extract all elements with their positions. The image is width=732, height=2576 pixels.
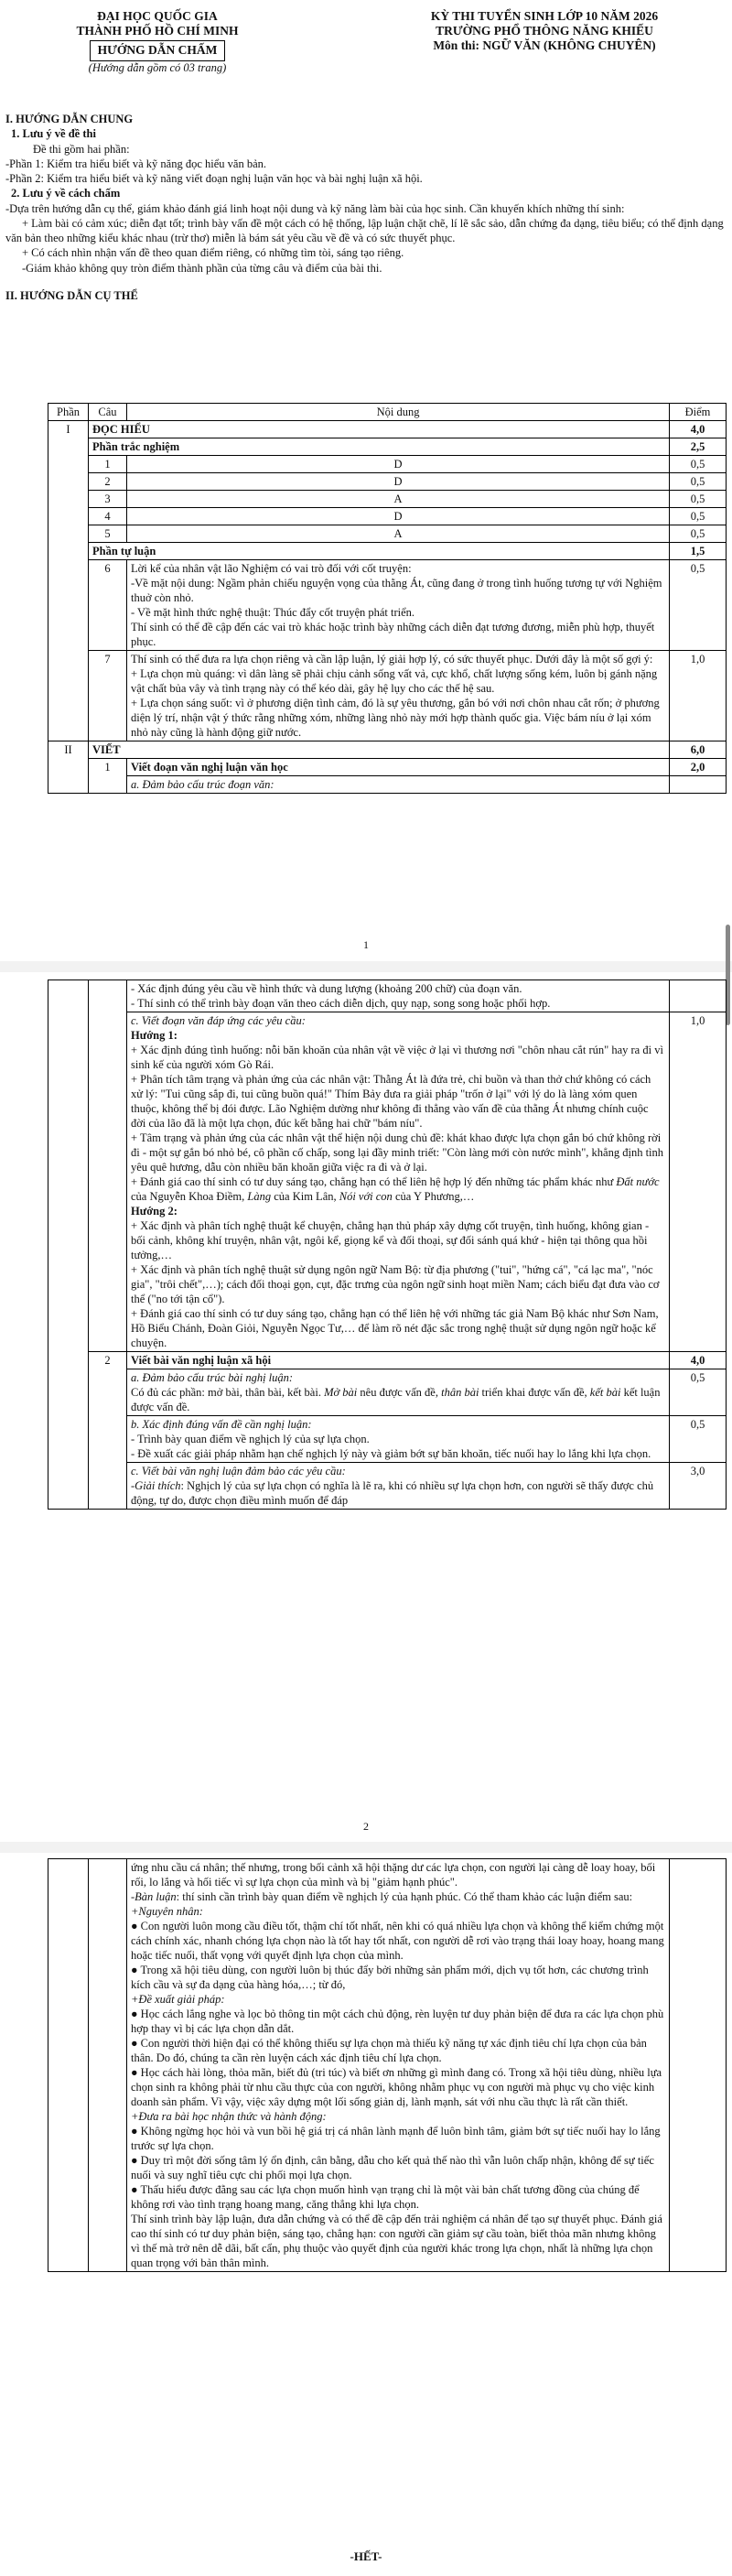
exam-note-line: -Phần 2: Kiểm tra hiểu biết và kỹ năng viết đoạn nghị luận văn học và bài nghị luận xã hội.	[5, 172, 423, 185]
answer-line: + Phân tích tâm trạng và phản ứng của các nhân vật: Thằng Át là đứa trẻ, chỉ buồn và than thở chứ không có cách xử lý: "Tui cũng sắp đi, tui cũng buồn quá!" Thím Bảy đưa ra giải pháp "trốn ở lại" với lý do là làng xóm quen thuộc, không thể bị đói được. Lão Nghiệm dường như không đi thẳng vào vấn đề của thằng Át nhưng chính cuộc đời của lão đã là một lựa chọn, đúc kết bằng hai chữ "bám níu".	[131, 1073, 651, 1130]
section-title-specific: II. HƯỚNG DẪN CỤ THỂ	[5, 288, 138, 302]
answer-line	[131, 1174, 665, 1204]
score-cell: 2,0	[670, 759, 727, 776]
grading-note-line: + Làm bài có cảm xúc; diễn đạt tốt; trình bày vấn đề một cách có hệ thống, lập luận chặt chẽ, lí lẽ sắc sảo, dẫn chứng đa dạng, tiêu biểu; có thể định dạng văn bản theo những kiểu khác nhau (trừ thơ) miễn là bám sát yêu cầu về đề và có sức thuyết phục.	[5, 216, 724, 244]
mcq-title: Phần trắc nghiệm	[89, 438, 670, 456]
bullet-point: ● Học cách hài lòng, thỏa mãn, biết đủ (tri túc) và biết ơn những gì mình đang có. Trong xã hội tiêu dùng, nhiều lựa chọn sinh ra không phải từ nhu cầu thực của con người, không nhằm phục vụ con người mà phục vụ cho việc kinh doanh sản phẩm. Vì vậy, việc xây dựng một lối sống giản dị, lành mạnh, sát với nhu cầu thực là rất cần thiết.	[131, 2066, 662, 2108]
score-cell	[670, 776, 727, 794]
writing-task-title: Viết đoạn văn nghị luận văn học	[127, 759, 670, 776]
bullet-point: ● Duy trì một đời sống tâm lý ổn định, cân bằng, dẫu cho kết quả thế nào thì vẫn luôn chấp nhận, không để sự tiếc nuối và suy nghĩ tiêu cực chi phối mọi lựa chọn.	[131, 2154, 654, 2181]
score-cell: 0,5	[670, 491, 727, 508]
score-cell: 1,0	[670, 1012, 727, 1352]
answer-line: - Đề xuất các giải pháp nhằm hạn chế nghịch lý này và giảm bớt sự băn khoăn, tiếc nuối hay lo lắng khi lựa chọn.	[131, 1447, 651, 1460]
text-run: Có đủ các phần: mở bài, thân bài, kết bài.	[131, 1386, 325, 1399]
answer-line: - Về mặt hình thức nghệ thuật: Thúc đẩy cốt truyện phát triển.	[131, 606, 415, 619]
answer-line	[131, 1889, 665, 1904]
score-cell: 3,0	[670, 1463, 727, 1510]
answer-cell: D	[127, 508, 670, 525]
score-cell: 1,0	[670, 651, 727, 741]
text-run: nêu được vấn đề,	[357, 1386, 442, 1399]
answer-cell: D	[127, 473, 670, 491]
question-cell	[89, 1859, 127, 2272]
page-separator	[0, 1842, 732, 1853]
bullet-point: ● Không ngừng học hỏi và vun bồi hệ giá trị cá nhân lành mạnh để luôn bình tâm, giảm bớt sự tiếc nuối hay lo lắng trước sự lựa chọn.	[131, 2125, 661, 2152]
answer-cell: A	[127, 491, 670, 508]
end-marker: -HẾT-	[350, 2549, 382, 2563]
mcq-score: 2,5	[670, 438, 727, 456]
university-line2: THÀNH PHỐ HỒ CHÍ MINH	[76, 24, 239, 38]
table-row	[48, 759, 727, 776]
answer-line: + Đánh giá cao thí sinh có tư duy sáng tạo, chẳng hạn có thể liên hệ với những tác giả Nam Bộ khác như Sơn Nam, Hồ Biểu Chánh, Đoàn Giỏi, Nguyễn Ngọc Tư,… để làm rõ nét đặc sắc trong nghệ thuật sử dụng ngôn ngữ hoặc kể chuyện.	[131, 1307, 659, 1349]
score-cell: 0,5	[670, 525, 727, 543]
subsection-grading-note: 2. Lưu ý về cách chấm	[11, 187, 121, 200]
col-header-score: Điểm	[670, 404, 727, 421]
answer-line: + Tâm trạng và phản ứng của các nhân vật thể hiện nội dung chủ đề: khát khao được lựa chọn gắn bó chứ không rời đi - một sự gắn bó nhỏ bé, cô phần cố chấp, song lại đầy minh triết: "Còn làng mới còn nước mình", khẳng định tình yêu quê hương, dẫu còn nhiều băn khoăn giữa việc ra đi và ở lại.	[131, 1131, 664, 1174]
subsection-exam-note: 1. Lưu ý về đề thi	[11, 127, 96, 141]
part-number: I	[48, 421, 89, 741]
question-number: 1	[89, 456, 127, 473]
exam-note-line: Đề thi gồm hai phần:	[33, 142, 130, 156]
col-header-part: Phần	[48, 404, 89, 421]
answer-line: Thí sinh có thể đề cập đến các vai trò khác hoặc trình bày những cách diễn đạt tương đương, miễn phù hợp, thuyết phục.	[131, 621, 655, 648]
work-title: Đất nước	[616, 1175, 660, 1188]
text-run: -Giải thích	[131, 1479, 181, 1492]
part-number: II	[48, 741, 89, 794]
answer-content	[127, 1859, 670, 2272]
table-row	[48, 1369, 727, 1416]
answer-cell: A	[127, 525, 670, 543]
answer-content	[127, 1463, 670, 1510]
answer-line: -Về mặt nội dung: Ngầm phản chiếu nguyện vọng của thằng Át, cũng đang ở trong tình huống tương tự với Nghiệm thuở còn nhỏ.	[131, 577, 662, 604]
text-run: kết bài	[589, 1386, 621, 1399]
question-number: 4	[89, 508, 127, 525]
work-title: Nói với con	[339, 1190, 393, 1203]
university-header	[48, 9, 267, 75]
bullet-point: ● Trong xã hội tiêu dùng, con người luôn bị thúc đẩy bởi những sản phẩm mới, dịch vụ tốt hơn, các chương trình kích cầu và sự đa dạng của hàng hóa,…; từ đó,	[131, 1964, 649, 1991]
score-cell: 0,5	[670, 456, 727, 473]
sub-heading: +Nguyên nhân:	[131, 1905, 203, 1918]
table-row	[48, 1352, 727, 1369]
question-number: 2	[89, 1352, 127, 1510]
grading-table-page2	[48, 980, 727, 1510]
criterion-title: c. Viết bài văn nghị luận đảm bảo các yêu cầu:	[131, 1465, 346, 1477]
grading-note-line: -Giám khảo không quy tròn điểm thành phần của từng câu và điểm của bài thi.	[22, 261, 382, 275]
col-header-question: Câu	[89, 404, 127, 421]
answer-line: ứng nhu cầu cá nhân; thế nhưng, trong bối cảnh xã hội thặng dư các lựa chọn, con người lại càng dễ loay hoay, bối rối, lo lắng và hối tiếc vì sự lựa chọn của mình và bị "giảm hạnh phúc".	[131, 1861, 656, 1889]
question-number: 7	[89, 651, 127, 741]
part-score: 4,0	[670, 421, 727, 438]
sub-heading: +Đề xuất giải pháp:	[131, 1993, 225, 2006]
question-number: 6	[89, 560, 127, 651]
grading-table-page3	[48, 1858, 727, 2272]
criterion-title: c. Viết đoạn văn đáp ứng các yêu cầu:	[131, 1014, 306, 1027]
essay-title: Phần tự luận	[89, 543, 670, 560]
text-run: của Kim Lân,	[271, 1190, 339, 1203]
table-row	[48, 491, 727, 508]
answer-line: + Lựa chọn mù quáng: vì dân làng sẽ phải chịu cảnh sống vất vả, cực khổ, chất lượng sống kém, luôn bị gánh nặng vật chất bủa vây và tình trạng này có thể kéo dài, gây hệ lụy cho các thế hệ sau.	[131, 667, 658, 695]
question-number: 1	[89, 759, 127, 794]
table-row	[48, 1859, 727, 2272]
table-row	[48, 456, 727, 473]
answer-line: Lời kể của nhân vật lão Nghiệm có vai trò đối với cốt truyện:	[131, 562, 412, 575]
grading-table-page1	[48, 403, 727, 794]
bullet-point: ● Thấu hiểu được đằng sau các lựa chọn muốn hình vạn trạng chỉ là một vài bản chất tương đồng của chúng để không rơi vào tình trạng hoang mang, căng thẳng khi lựa chọn.	[131, 2183, 640, 2211]
exam-line2: TRƯỜNG PHỔ THÔNG NĂNG KHIẾU	[436, 24, 653, 38]
criterion-title: a. Đảm bảo cấu trúc bài nghị luận:	[131, 1371, 294, 1384]
col-header-content: Nội dung	[127, 404, 670, 421]
score-cell: 0,5	[670, 473, 727, 491]
text-run: triển khai được vấn đề,	[479, 1386, 590, 1399]
answer-line: - Xác định đúng yêu cầu về hình thức và dung lượng (khoảng 200 chữ) của đoạn văn.	[131, 982, 522, 995]
answer-line: - Thí sinh có thể trình bày đoạn văn theo cách diễn dịch, quy nạp, song song hoặc phối hợp.	[131, 997, 551, 1010]
answer-line: Thí sinh trình bày lập luận, đưa dẫn chứng và có thể đề cập đến trải nghiệm cá nhân để tạo sự thuyết phục. Đánh giá cao thí sinh có tư duy phản biện, sáng tạo, chẳng hạn: con người cần giảm sự cầu toàn, biết thỏa mãn nhưng không vì thế mà trở nên dễ dãi, bất cẩn, phụ thuộc vào quyết định của người khác trong lựa chọn, nhất là những lựa chọn quan trọng với bản thân mình.	[131, 2213, 662, 2269]
text-run: : thí sinh cần trình bày quan điểm về nghịch lý của hạnh phúc. Có thể tham khảo các luận điểm sau:	[176, 1890, 633, 1903]
part-title: ĐỌC HIỂU	[89, 421, 670, 438]
university-line1: ĐẠI HỌC QUỐC GIA	[97, 9, 218, 23]
essay-score: 1,5	[670, 543, 727, 560]
score-cell: 4,0	[670, 1352, 727, 1369]
exam-line3: Môn thi: NGỮ VĂN (KHÔNG CHUYÊN)	[433, 38, 656, 53]
table-row	[48, 560, 727, 651]
table-row	[48, 421, 727, 438]
score-cell	[670, 980, 727, 1012]
question-number: 5	[89, 525, 127, 543]
answer-content	[127, 560, 670, 651]
guide-page-note: (Hướng dẫn gồm có 03 trang)	[88, 60, 227, 74]
text-run: thân bài	[441, 1386, 479, 1399]
question-cell	[89, 980, 127, 1352]
table-row	[48, 980, 727, 1012]
question-number: 3	[89, 491, 127, 508]
answer-content	[127, 651, 670, 741]
page-separator	[0, 961, 732, 972]
answer-content	[127, 980, 670, 1012]
guide-title-box: HƯỚNG DẪN CHẤM	[90, 40, 226, 60]
text-run: : Nghịch lý của sự lựa chọn có nghĩa là lẽ ra, khi có nhiều sự lựa chọn hơn, con người sẽ thấy được chủ động, tự do, được chọn điều mình muốn để đáp	[131, 1479, 654, 1507]
sub-heading: +Đưa ra bài học nhận thức và hành động:	[131, 2110, 327, 2123]
answer-line	[131, 1478, 665, 1508]
score-cell: 0,5	[670, 508, 727, 525]
table-row	[48, 776, 727, 794]
table-header-row	[48, 404, 727, 421]
table-row	[48, 473, 727, 491]
work-title: Làng	[247, 1190, 272, 1203]
exam-line1: KỲ THI TUYỂN SINH LỚP 10 NĂM 2026	[430, 9, 659, 23]
table-row	[48, 1416, 727, 1463]
table-row	[48, 1012, 727, 1352]
criterion-title: b. Xác định đúng vấn đề cần nghị luận:	[131, 1418, 312, 1431]
score-cell: 0,5	[670, 560, 727, 651]
answer-content	[127, 1012, 670, 1352]
exam-header	[375, 9, 714, 54]
part-title: VIẾT	[89, 741, 670, 759]
approach-title: Hướng 1:	[131, 1029, 178, 1042]
answer-cell: D	[127, 456, 670, 473]
table-row	[48, 741, 727, 759]
answer-line: - Trình bày quan điểm về nghịch lý của sự lựa chọn.	[131, 1433, 370, 1445]
general-guide	[5, 112, 725, 303]
text-run: Mở bài	[324, 1386, 358, 1399]
part-cell	[48, 1859, 89, 2272]
score-cell: 0,5	[670, 1416, 727, 1463]
text-run: của Y Phương,…	[392, 1190, 475, 1203]
bullet-point: ● Học cách lắng nghe và lọc bỏ thông tin một cách chủ động, rèn luyện tư duy phản biện để đưa ra các lựa chọn phù hợp thay vì bị các lựa chọn dẫn dắt.	[131, 2008, 664, 2035]
table-row	[48, 1463, 727, 1510]
answer-content	[127, 1369, 670, 1416]
section-title-general: I. HƯỚNG DẪN CHUNG	[5, 113, 134, 125]
table-row	[48, 543, 727, 560]
table-row	[48, 438, 727, 456]
answer-line: + Xác định đúng tình huống: nỗi băn khoăn của nhân vật về việc ở lại vì thương nơi "chôn nhau cắt rún" hay ra đi vì sinh kế của người xóm Gò Rái.	[131, 1044, 663, 1071]
score-cell: 0,5	[670, 1369, 727, 1416]
score-cell	[670, 1859, 727, 2272]
writing-task-title: Viết bài văn nghị luận xã hội	[127, 1352, 670, 1369]
bullet-point: ● Con người thời hiện đại có thể không thiếu sự lựa chọn mà thiếu kỹ năng tự xác định tiêu chí lựa chọn của bản thân. Do đó, chúng ta cần rèn luyện cách xác định tiêu chí lựa chọn.	[131, 2037, 647, 2064]
answer-line: + Lựa chọn sáng suốt: vì ở phương diện tình cảm, đó là sự yêu thương, gắn bó với nơi chôn nhau cắt rốn; ở phương diện lý trí, nhận vật ý thức rằng những xóm, những làng nhỏ này mới hợp thành quốc gia. Việc bám níu ở lại xóm nhỏ này cũng là hành động giữ nước.	[131, 697, 660, 739]
answer-content	[127, 1416, 670, 1463]
bullet-point: ● Con người luôn mong cầu điều tốt, thậm chí tốt nhất, nên khi có quá nhiều lựa chọn và không thể kiểm chứng một cách chính xác, nhanh chóng lựa chọn nào là tốt hay tốt nhất, con người dễ rơi vào trạng thái loay hoay, hoang mang hoặc tiếc nuối, thất vọng với quyết định lựa chọn của mình.	[131, 1920, 664, 1962]
text-run: kết luận được vấn đề.	[131, 1386, 661, 1413]
table-row	[48, 651, 727, 741]
part-cell	[48, 980, 89, 1510]
answer-line	[131, 1385, 665, 1414]
grading-note-line: + Có cách nhìn nhận vấn đề theo quan điểm riêng, có những tìm tòi, sáng tạo riêng.	[22, 246, 404, 260]
text-run: của Nguyễn Khoa Điềm,	[131, 1190, 248, 1203]
text-run: -Bàn luận	[131, 1890, 177, 1903]
answer-line: Thí sinh có thể đưa ra lựa chọn riêng và cần lập luận, lý giải hợp lý, có sức thuyết phục. Dưới đây là một số gợi ý:	[131, 653, 653, 666]
question-number: 2	[89, 473, 127, 491]
page-number: 1	[363, 938, 369, 951]
text-run: + Đánh giá cao thí sinh có tư duy sáng tạo, chẳng hạn có thể liên hệ hợp lý đến những tác phẩm khác như	[131, 1175, 617, 1188]
page-number: 2	[363, 1820, 369, 1833]
approach-title: Hướng 2:	[131, 1205, 178, 1218]
part-score: 6,0	[670, 741, 727, 759]
table-row	[48, 525, 727, 543]
answer-line: + Xác định và phân tích nghệ thuật sử dụng ngôn ngữ Nam Bộ: từ địa phương ("tui", "hứng cá", "cá lạc ma", "nóc gia", "trôi chết",…); cách đối thoại gọn, cụt, đặc trưng của ngôn ngữ sinh hoạt miền Nam; cách biểu đạt đưa vào cơ thể ("no tới tận cổ").	[131, 1263, 660, 1305]
criterion-title: a. Đảm bảo cấu trúc đoạn văn:	[127, 776, 670, 794]
table-row	[48, 508, 727, 525]
answer-line: + Xác định và phân tích nghệ thuật kể chuyện, chẳng hạn thủ pháp xây dựng cốt truyện, tình huống, không gian - bối cảnh, không khí truyện, nhân vật, ngôi kể, giọng kể và đối thoại, sự đối sánh quá khứ - hiện tại thông qua hồi tưởng,…	[131, 1219, 650, 1261]
exam-note-line: -Phần 1: Kiểm tra hiểu biết và kỹ năng đọc hiểu văn bản.	[5, 157, 266, 170]
grading-note-line: -Dựa trên hướng dẫn cụ thể, giám khảo đánh giá linh hoạt nội dung và kỹ năng làm bài của học sinh. Cần khuyến khích những thí sinh:	[5, 201, 625, 215]
